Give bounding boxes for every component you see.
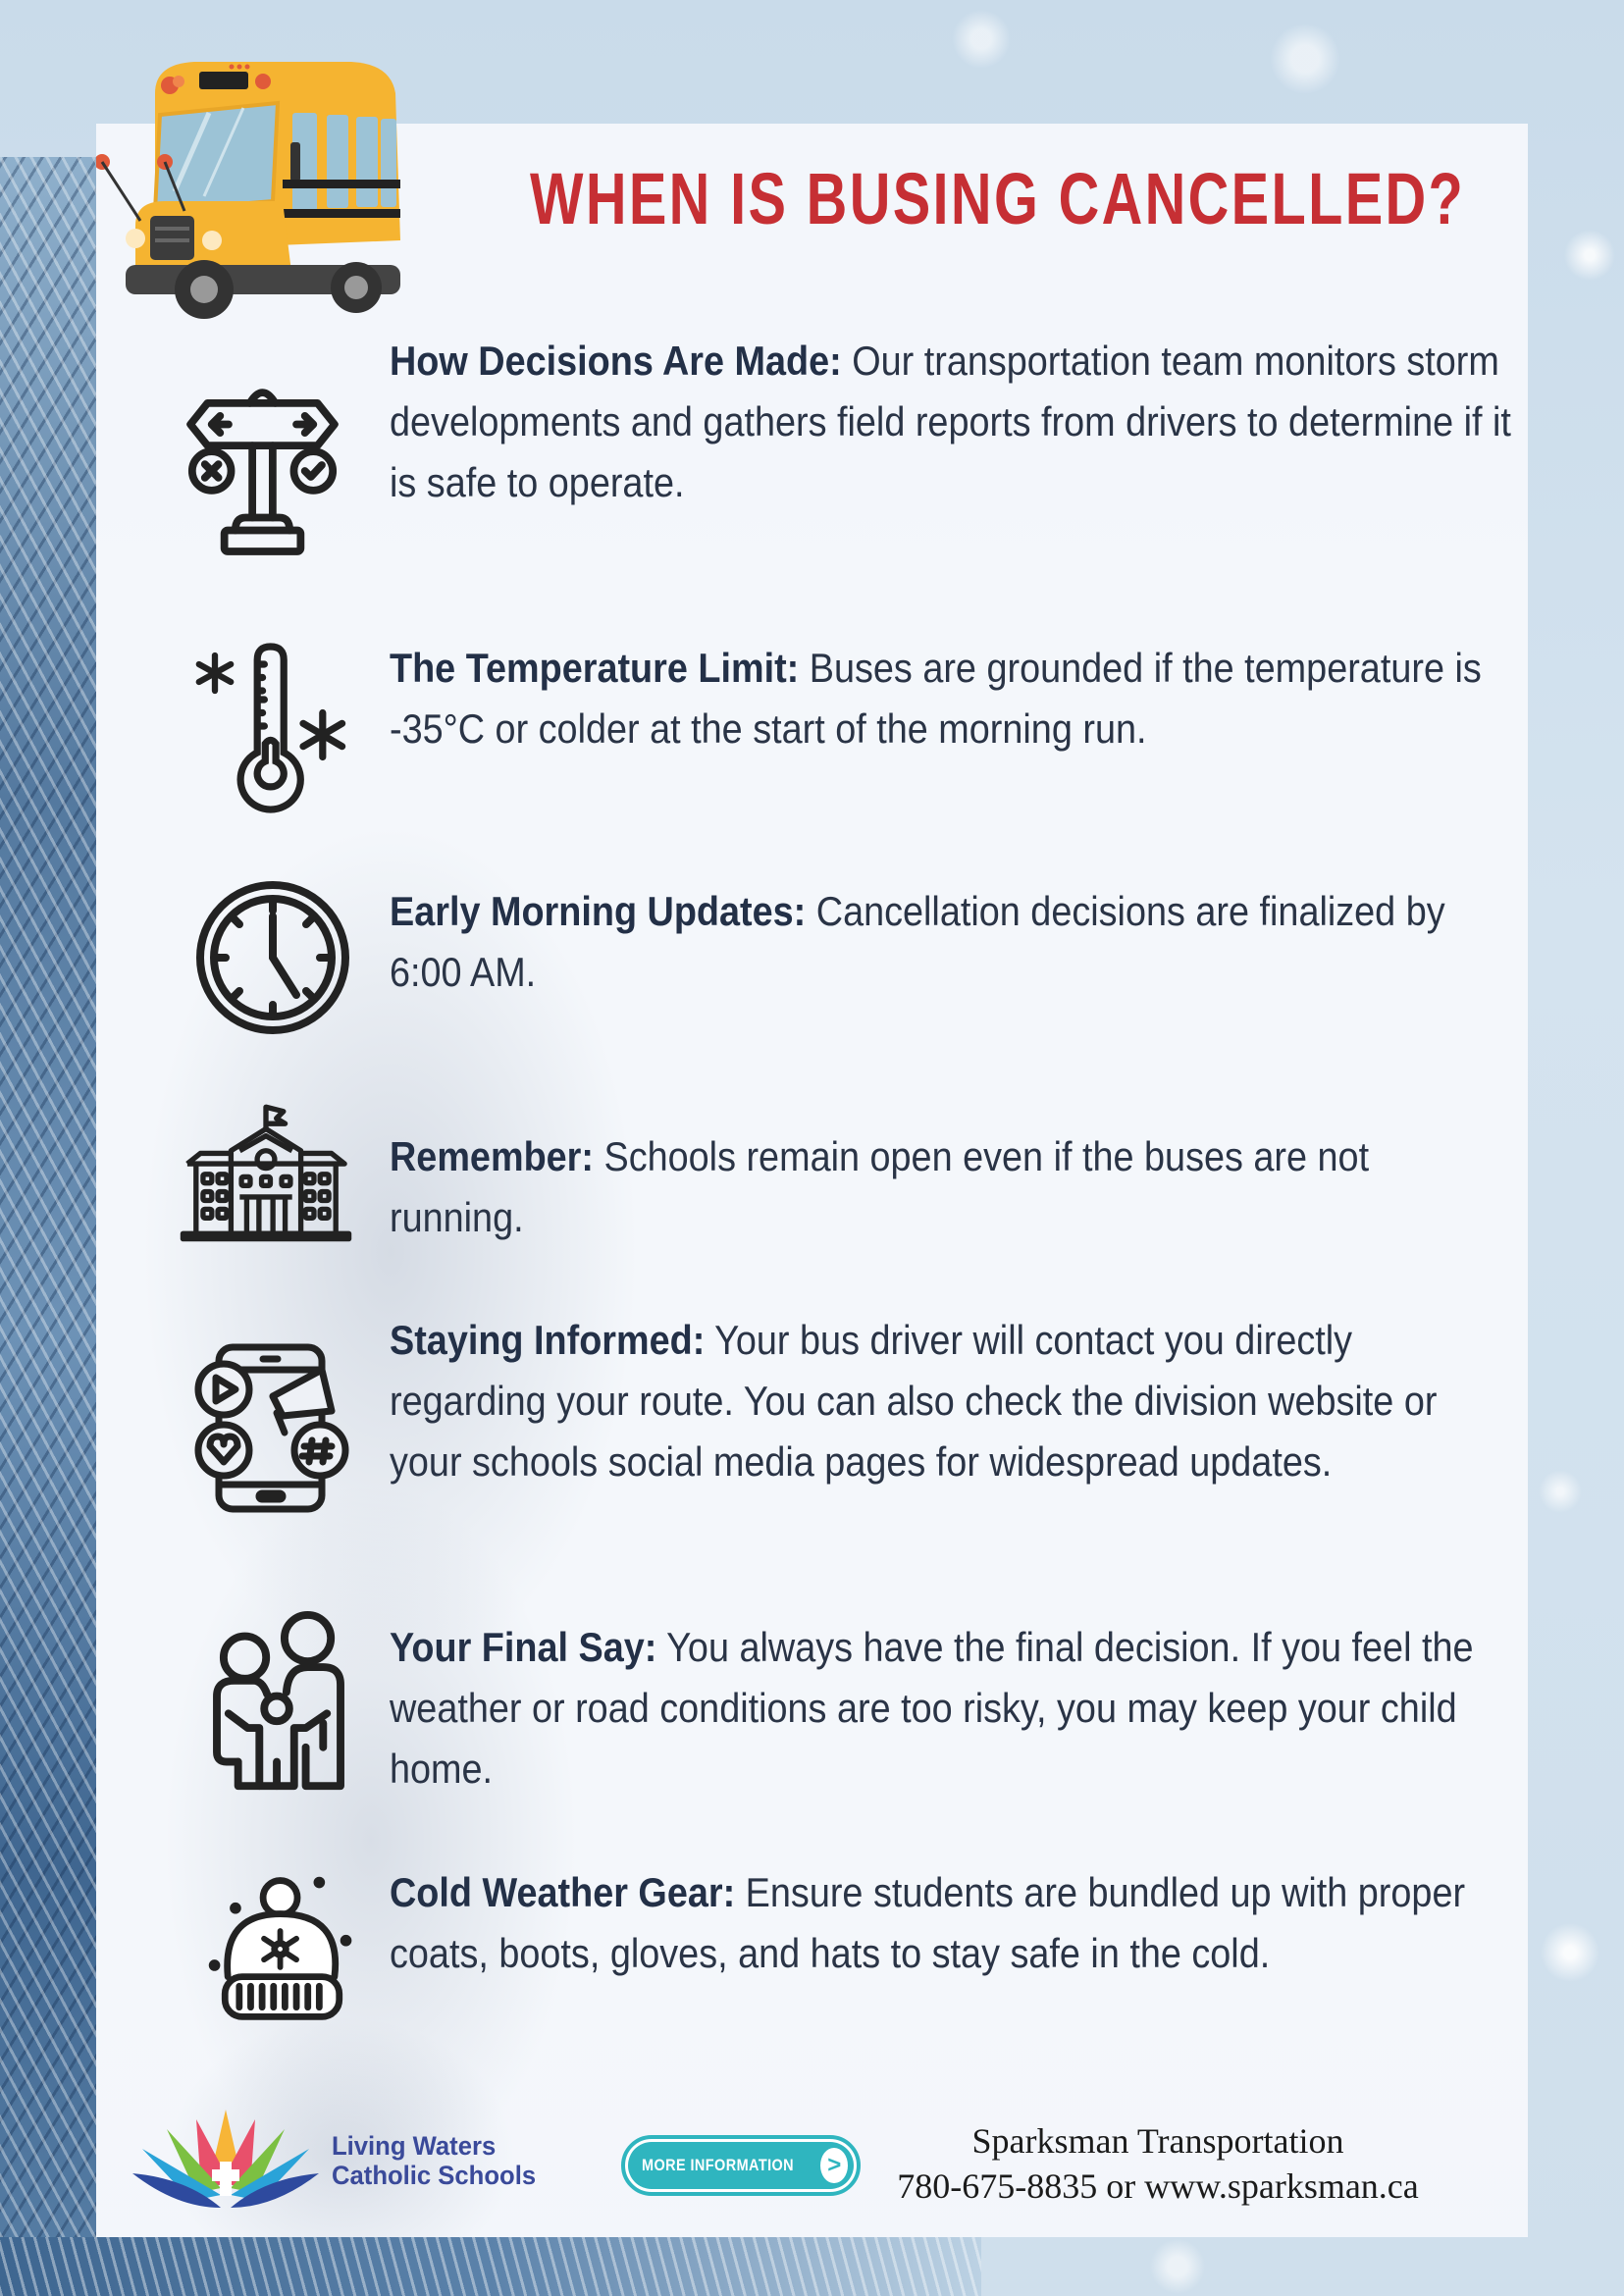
info-item-cold-weather-gear xyxy=(390,1862,1518,1984)
item-heading: Remember: xyxy=(390,1133,594,1179)
item-body: Your bus driver will contact you directly regarding your route. You can also check the division website or your schools social media pages for widespread updates. xyxy=(390,1317,1438,1485)
living-waters-logo-icon xyxy=(128,2105,324,2213)
info-item-staying-informed xyxy=(390,1310,1518,1492)
company-name: Sparksman Transportation xyxy=(971,2121,1344,2161)
more-information-button[interactable] xyxy=(621,2135,861,2196)
winter-hat-icon xyxy=(201,1864,363,2031)
item-body: You always have the final decision. If you feel the weather or road conditions are too risky, you may keep your child home. xyxy=(390,1624,1474,1792)
info-item-temperature-limit xyxy=(390,638,1518,759)
item-heading: How Decisions Are Made: xyxy=(390,338,842,384)
item-body: Ensure students are bundled up with proper coats, boots, gloves, and hats to stay safe in the cold. xyxy=(390,1869,1466,1976)
chevron-right-icon: > xyxy=(820,2148,848,2183)
background-frosted-tree-bottom xyxy=(0,2237,981,2296)
logo-line-1: Living Waters xyxy=(332,2131,497,2161)
item-body: Buses are grounded if the temperature is -35°C or colder at the start of the morning run. xyxy=(390,645,1482,752)
contact-line[interactable]: 780-675-8835 or www.sparksman.ca xyxy=(897,2166,1419,2206)
item-heading: Staying Informed: xyxy=(390,1317,706,1363)
info-item-how-decisions xyxy=(390,331,1518,513)
item-body: Schools remain open even if the buses are not running. xyxy=(390,1133,1370,1240)
school-building-icon xyxy=(179,1099,353,1246)
smartphone-social-media-icon xyxy=(194,1342,351,1514)
thermometer-snowflake-icon xyxy=(180,638,356,814)
background-frosted-tree-left xyxy=(0,157,96,2296)
item-heading: Cold Weather Gear: xyxy=(390,1869,736,1915)
item-heading: Early Morning Updates: xyxy=(390,888,807,934)
info-item-final-say xyxy=(390,1617,1518,1800)
school-bus-icon xyxy=(96,54,479,319)
signpost-icon xyxy=(177,378,348,564)
school-division-name xyxy=(332,2131,547,2190)
info-item-remember xyxy=(390,1126,1518,1248)
logo-line-2: Catholic Schools xyxy=(332,2161,537,2190)
item-heading: Your Final Say: xyxy=(390,1624,657,1670)
contact-info xyxy=(864,2119,1452,2210)
more-information-label: MORE INFORMATION xyxy=(642,2156,795,2174)
item-body: Our transportation team monitors storm developments and gathers field reports from drivers to determine if it is safe to operate. xyxy=(390,338,1511,505)
info-item-early-morning xyxy=(390,881,1518,1003)
page-title: WHEN IS BUSING CANCELLED? xyxy=(530,158,1466,239)
item-heading: The Temperature Limit: xyxy=(390,645,800,691)
item-body: Cancellation decisions are finalized by 6:00 AM. xyxy=(390,888,1445,995)
clock-icon xyxy=(194,879,351,1036)
family-icon xyxy=(208,1607,350,1796)
